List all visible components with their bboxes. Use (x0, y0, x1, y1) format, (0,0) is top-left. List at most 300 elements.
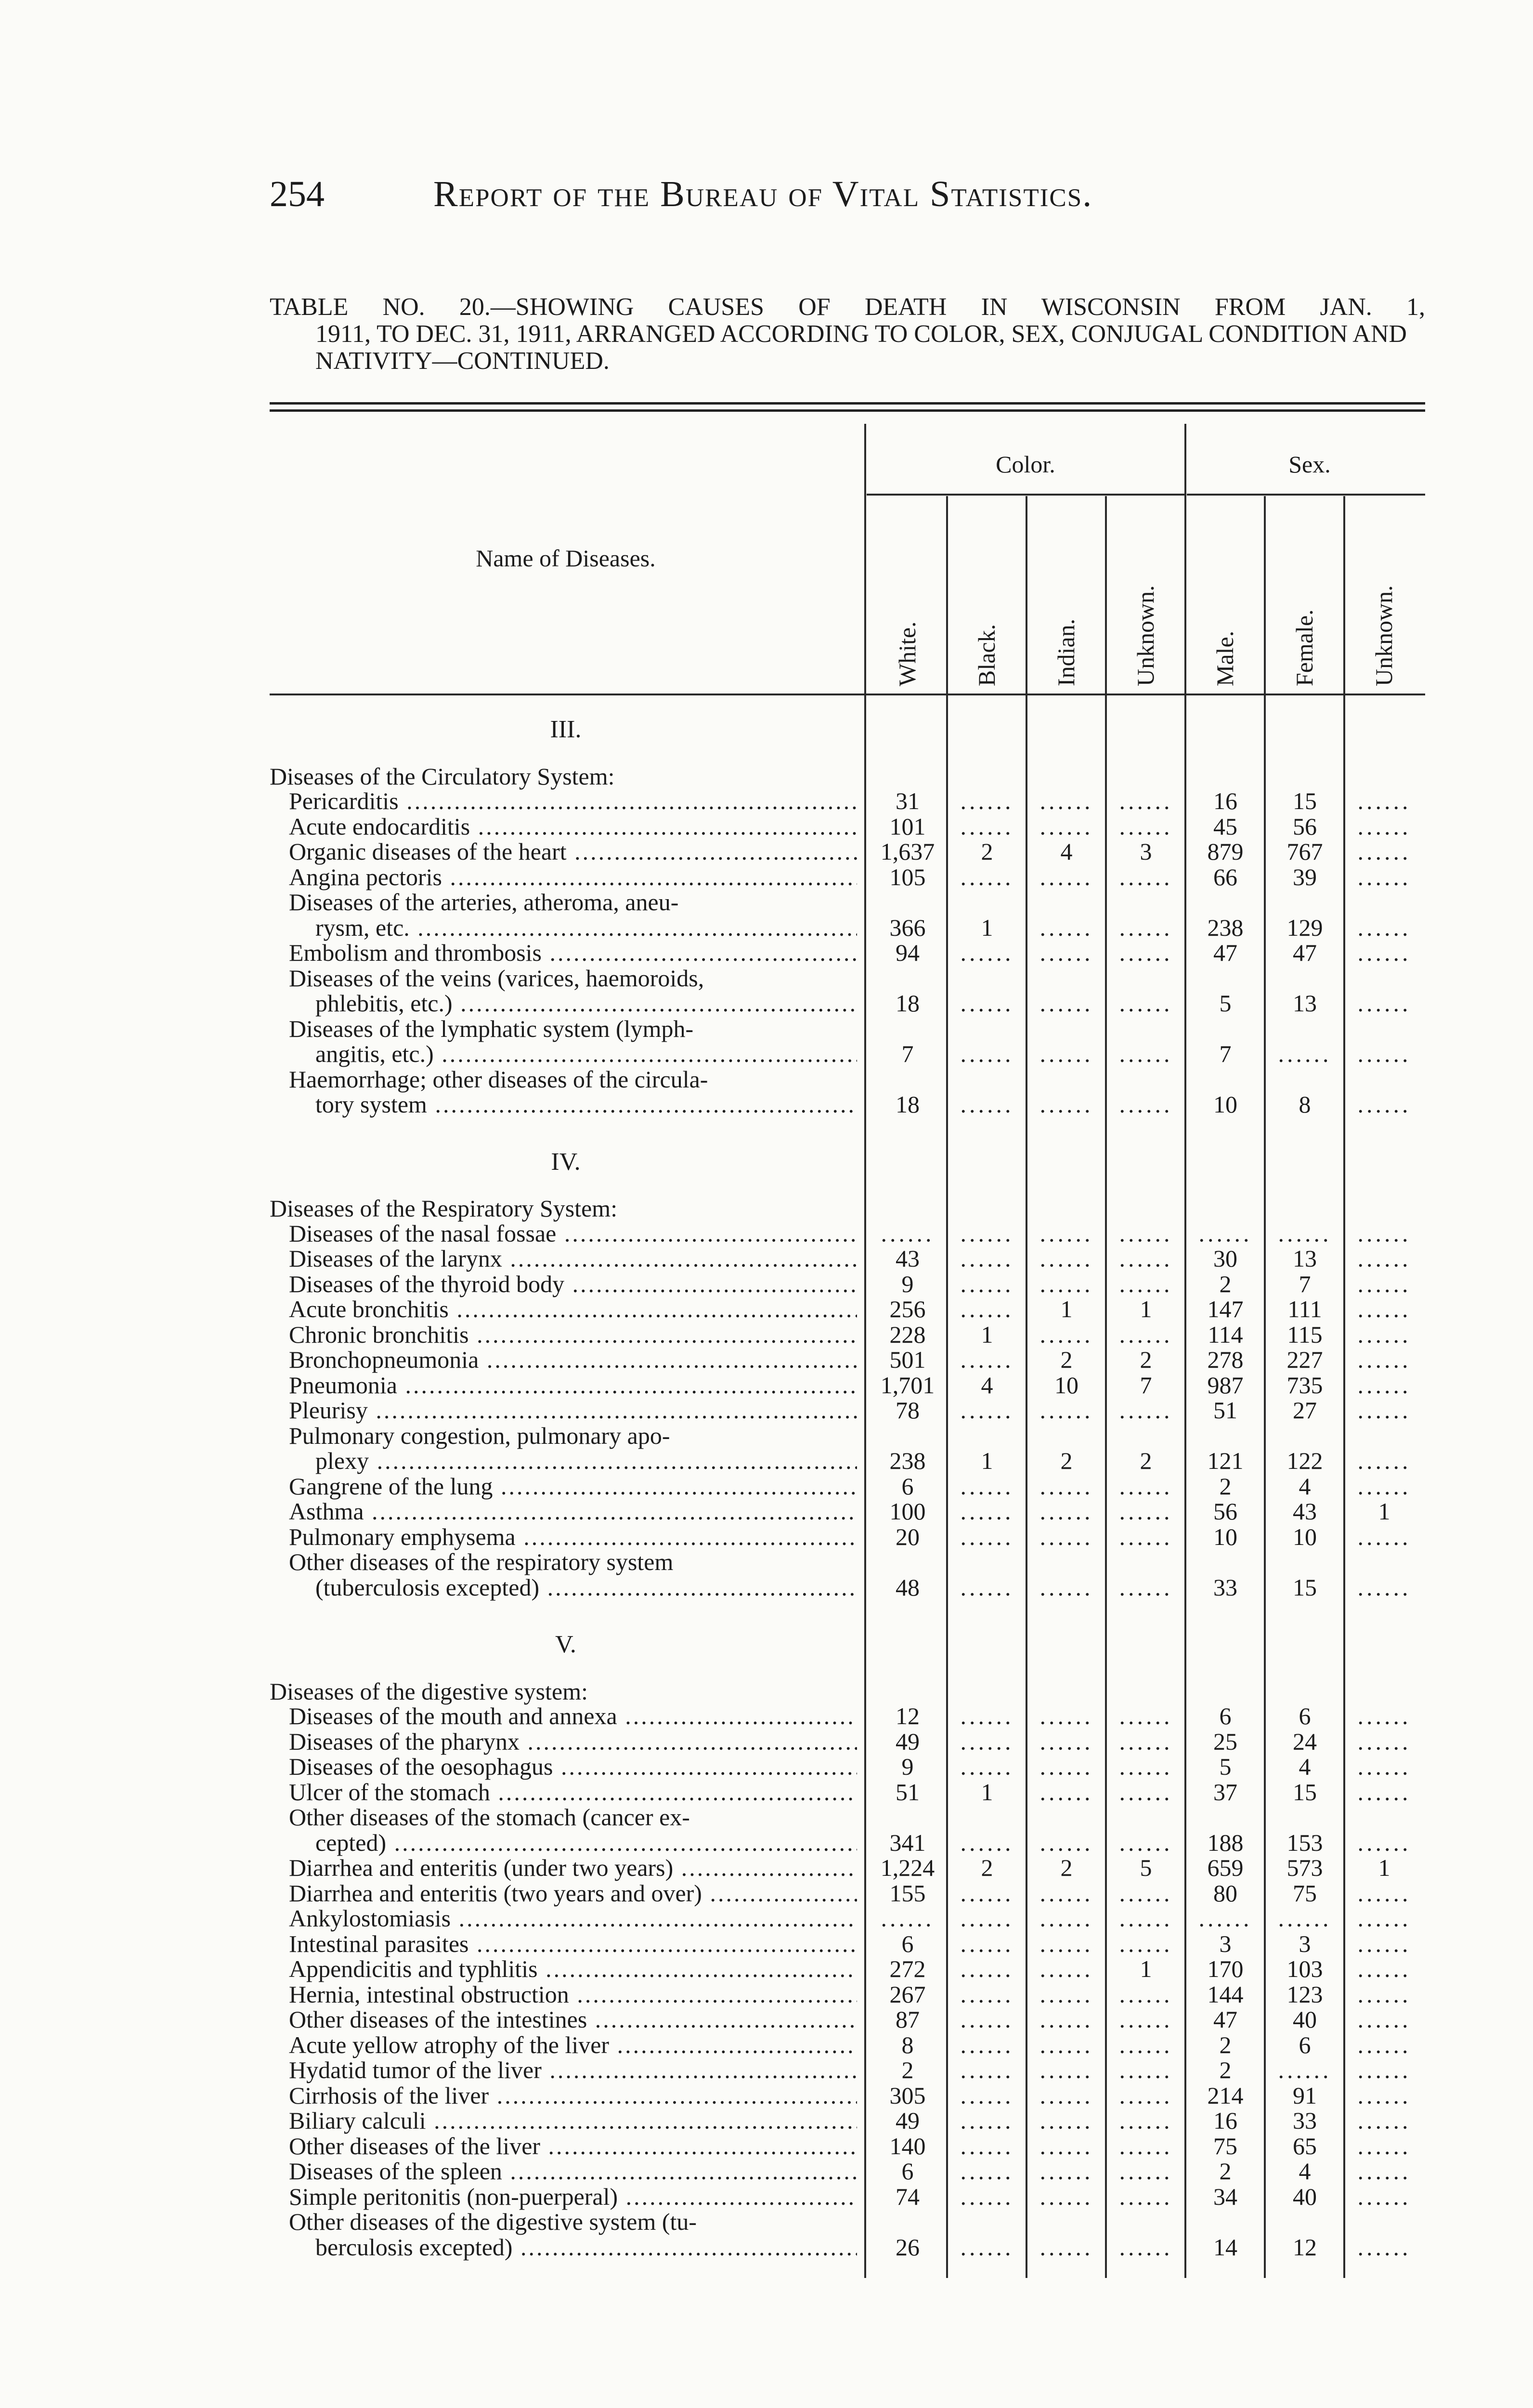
empty-cell: ...... (1039, 990, 1093, 1017)
value-cell: 987 (1207, 1371, 1244, 1399)
empty-cell: ...... (1357, 812, 1411, 840)
value-cell: 16 (1213, 2107, 1237, 2134)
value-cell: 170 (1207, 1955, 1244, 1982)
table-row (270, 2183, 1425, 2210)
empty-cell: ...... (1119, 2006, 1173, 2033)
value-cell: 15 (1293, 787, 1317, 814)
table-row (270, 1270, 1425, 1297)
disease-name-diarrhea-and-enteritis-under-two-years: Diarrhea and enteritis (under two years) ..... (289, 1854, 857, 1881)
value-cell: 20 (896, 1523, 920, 1550)
value-cell: 1 (1060, 1296, 1073, 1322)
value-cell: 111 (1287, 1296, 1322, 1322)
table-row (270, 2234, 1425, 2261)
top-rule-1 (270, 402, 1425, 405)
disease-name-asthma: Asthma ..... (289, 1498, 857, 1525)
value-cell: 14 (1213, 2233, 1237, 2261)
empty-cell: ...... (1357, 2132, 1411, 2159)
value-cell: 256 (889, 1296, 926, 1322)
value-cell: 43 (1293, 1498, 1317, 1525)
disease-name-pleurisy: Pleurisy ..... (289, 1397, 857, 1424)
empty-cell: ...... (1357, 2183, 1411, 2210)
table-row (270, 1220, 1425, 1247)
empty-cell: ...... (1357, 2031, 1411, 2058)
value-cell: 114 (1208, 1321, 1243, 1348)
empty-cell: ...... (960, 1498, 1014, 1525)
value-cell: 2 (1060, 1346, 1073, 1373)
table-row (270, 1397, 1425, 1424)
value-cell: 2 (1060, 1854, 1073, 1881)
section-numeral: V. (555, 1631, 576, 1658)
disease-name-appendicitis-and-typhlitis: Appendicitis and typhlitis ..... (289, 1955, 857, 1982)
disease-name-diseases-of-the-lymphatic-system-lymph: Diseases of the lymphatic system (lymph- (289, 1015, 694, 1042)
disease-name-diseases-of-the-arteries-atheroma-aneu: Diseases of the arteries, atheroma, aneu- (289, 889, 679, 916)
disease-name-other-diseases-of-the-stomach-cancer-ex: Other diseases of the stomach (cancer ex- (289, 1804, 690, 1831)
empty-cell: ...... (1357, 1523, 1411, 1550)
table-row (270, 2056, 1425, 2083)
empty-cell: ...... (1039, 2233, 1093, 2261)
caption-continuation: 1911, TO DEC. 31, 1911, ARRANGED ACCORDING TO COLOR, SEX, CONJUGAL CONDITION AND NATIVITY—CONTINUED. (315, 320, 1407, 375)
empty-cell: ...... (1357, 1472, 1411, 1500)
disease-name-pericarditis: Pericarditis ..... (289, 787, 857, 814)
empty-cell: ...... (1119, 1219, 1173, 1247)
table-row (270, 864, 1425, 890)
value-cell: 78 (896, 1397, 920, 1424)
disease-name-angina-pectoris: Angina pectoris ..... (289, 864, 857, 890)
value-cell: 123 (1286, 1980, 1323, 2008)
value-cell: 121 (1207, 1447, 1244, 1474)
empty-cell: ...... (960, 1753, 1014, 1780)
empty-cell: ...... (960, 1702, 1014, 1729)
value-cell: 2 (1219, 1270, 1232, 1297)
empty-cell: ...... (1357, 1930, 1411, 1957)
disease-name-other-diseases-of-the-intestines: Other diseases of the intestines ..... (289, 2006, 857, 2033)
value-cell: 238 (889, 1447, 926, 1474)
column-divider (1026, 496, 1027, 2278)
table-row (270, 2082, 1425, 2109)
color-group-header: Color. (996, 451, 1055, 478)
empty-cell: ...... (1119, 787, 1173, 814)
value-cell: 267 (889, 1980, 926, 2008)
value-cell: 5 (1219, 990, 1232, 1017)
value-cell: 103 (1286, 1955, 1323, 1982)
value-cell: 366 (889, 914, 926, 941)
empty-cell: ...... (960, 2031, 1014, 2058)
disease-name-diseases-of-the-veins-varices-haemoroids: phlebitis, etc.) ..... (315, 990, 857, 1017)
value-cell: 214 (1207, 2081, 1244, 2109)
empty-cell: ...... (1278, 2056, 1332, 2083)
table-row (270, 1804, 1425, 1831)
empty-cell: ...... (1039, 1879, 1093, 1907)
value-cell: 105 (889, 863, 926, 890)
value-cell: 6 (901, 1930, 914, 1957)
empty-cell: ...... (1119, 990, 1173, 1017)
value-cell: 1 (981, 914, 993, 941)
empty-cell: ...... (1119, 1040, 1173, 1067)
empty-cell: ...... (1119, 1321, 1173, 1348)
empty-cell: ...... (881, 1905, 935, 1932)
table-row (270, 1548, 1425, 1575)
value-cell: 1 (981, 1778, 993, 1806)
disease-name-acute-bronchitis: Acute bronchitis ..... (289, 1296, 857, 1322)
empty-cell: ...... (1119, 1702, 1173, 1729)
empty-cell: ...... (1357, 1219, 1411, 1247)
disease-name-hydatid-tumor-of-the-liver: Hydatid tumor of the liver ..... (289, 2056, 857, 2083)
empty-cell: ...... (1357, 1980, 1411, 2008)
table-row (270, 1523, 1425, 1550)
empty-cell: ...... (960, 1523, 1014, 1550)
value-cell: 25 (1213, 1727, 1237, 1755)
empty-cell: ...... (960, 1245, 1014, 1272)
empty-cell: ...... (1039, 2006, 1093, 2033)
section-numeral: IV. (551, 1148, 581, 1176)
empty-cell: ...... (1039, 2107, 1093, 2134)
empty-cell: ...... (1039, 1930, 1093, 1957)
empty-cell: ...... (1039, 1219, 1093, 1247)
section-numeral: III. (550, 716, 582, 743)
value-cell: 1 (981, 1321, 993, 1348)
value-cell: 2 (1219, 2031, 1232, 2058)
section-title: Diseases of the digestive system: (270, 1677, 588, 1705)
empty-cell: ...... (960, 1091, 1014, 1118)
disease-name-ankylostomiasis: Ankylostomiasis ..... (289, 1905, 857, 1932)
empty-cell: ...... (1357, 787, 1411, 814)
value-cell: 16 (1213, 787, 1237, 814)
disease-name-pulmonary-emphysema: Pulmonary emphysema ..... (289, 1523, 857, 1550)
sex-group-header: Sex. (1288, 451, 1331, 478)
value-cell: 45 (1213, 812, 1237, 840)
empty-cell: ...... (960, 1040, 1014, 1067)
value-cell: 13 (1293, 1245, 1317, 1272)
value-cell: 129 (1286, 914, 1323, 941)
value-cell: 228 (889, 1321, 926, 1348)
value-cell: 3 (1299, 1930, 1311, 1957)
value-cell: 65 (1293, 2132, 1317, 2159)
value-cell: 3 (1219, 1930, 1232, 1957)
empty-cell: ...... (960, 1879, 1014, 1907)
empty-cell: ...... (1278, 1219, 1332, 1247)
table-row (270, 1880, 1425, 1907)
empty-cell: ...... (1357, 838, 1411, 865)
empty-cell: ...... (1039, 1040, 1093, 1067)
table-row (270, 1473, 1425, 1500)
disease-name-other-diseases-of-the-respiratory-system: Other diseases of the respiratory system (289, 1548, 674, 1575)
disease-name-chronic-bronchitis: Chronic bronchitis ..... (289, 1321, 857, 1348)
value-cell: 5 (1219, 1753, 1232, 1780)
value-cell: 6 (1219, 1702, 1232, 1729)
disease-name-pulmonary-congestion-pulmonary-apo: Pulmonary congestion, pulmonary apo- (289, 1422, 670, 1449)
table-row (270, 939, 1425, 966)
value-cell: 1,701 (880, 1371, 935, 1399)
empty-cell: ...... (960, 1905, 1014, 1932)
table-row (270, 1296, 1425, 1322)
value-cell: 26 (896, 2233, 920, 2261)
table-row (270, 1728, 1425, 1755)
value-cell: 6 (901, 1472, 914, 1500)
empty-cell: ...... (1357, 2107, 1411, 2134)
empty-cell: ...... (1119, 1245, 1173, 1272)
value-cell: 2 (1219, 2158, 1232, 2185)
empty-cell: ...... (1357, 1397, 1411, 1424)
empty-cell: ...... (1039, 1980, 1093, 2008)
empty-cell: ...... (960, 1346, 1014, 1373)
value-cell: 155 (889, 1879, 926, 1907)
empty-cell: ...... (1119, 2031, 1173, 2058)
header-bottom-rule (270, 694, 1425, 695)
empty-cell: ...... (1357, 2158, 1411, 2185)
empty-cell: ...... (1357, 1727, 1411, 1755)
value-cell: 1 (1378, 1854, 1390, 1881)
empty-cell: ...... (1039, 1753, 1093, 1780)
value-cell: 6 (901, 2158, 914, 2185)
value-cell: 1,637 (880, 838, 935, 865)
table-row (270, 1829, 1425, 1856)
caption-line-1: TABLE NO. 20.—SHOWING CAUSES OF DEATH IN WISCONSIN FROM JAN. 1, (270, 293, 1425, 321)
empty-cell: ...... (1039, 812, 1093, 840)
value-cell: 18 (896, 1091, 920, 1118)
empty-cell: ...... (1039, 2132, 1093, 2159)
table-row (270, 1905, 1425, 1932)
disease-name-embolism-and-thrombosis: Embolism and thrombosis ..... (289, 939, 857, 966)
empty-cell: ...... (1119, 1905, 1173, 1932)
empty-cell: ...... (1119, 1778, 1173, 1806)
value-cell: 40 (1293, 2183, 1317, 2210)
empty-cell: ...... (1119, 914, 1173, 941)
page-number: 254 (270, 174, 325, 214)
empty-cell: ...... (960, 1980, 1014, 2008)
disease-name-other-diseases-of-the-stomach-cancer-ex: cepted) ..... (315, 1829, 857, 1856)
empty-cell: ...... (960, 863, 1014, 890)
empty-cell: ...... (1357, 1371, 1411, 1399)
disease-name-diseases-of-the-nasal-fossae: Diseases of the nasal fossae ..... (289, 1220, 857, 1247)
empty-cell: ...... (1039, 2081, 1093, 2109)
value-cell: 101 (889, 812, 926, 840)
value-cell: 8 (1299, 1091, 1311, 1118)
empty-cell: ...... (1119, 2233, 1173, 2261)
table-row (270, 1372, 1425, 1399)
empty-cell: ...... (960, 2056, 1014, 2083)
empty-cell: ...... (1039, 1829, 1093, 1856)
value-cell: 51 (896, 1778, 920, 1806)
value-cell: 12 (896, 1702, 920, 1729)
empty-cell: ...... (1039, 2158, 1093, 2185)
column-divider (1264, 496, 1266, 2278)
empty-cell: ...... (1278, 1905, 1332, 1932)
column-header: Male. (1211, 630, 1238, 686)
disease-name-diseases-of-the-arteries-atheroma-aneu: rysm, etc. ..... (315, 914, 857, 941)
empty-cell: ...... (960, 1472, 1014, 1500)
value-cell: 188 (1207, 1829, 1244, 1856)
value-cell: 10 (1054, 1371, 1078, 1399)
value-cell: 47 (1293, 939, 1317, 966)
empty-cell: ...... (960, 812, 1014, 840)
empty-cell: ...... (1357, 1778, 1411, 1806)
color-header-underline (867, 494, 1184, 496)
empty-cell: ...... (1357, 1296, 1411, 1322)
sex-header-underline (1187, 494, 1425, 496)
column-divider (1105, 496, 1107, 2278)
empty-cell: ...... (960, 2158, 1014, 2185)
disease-name-other-diseases-of-the-respiratory-system: (tuberculosis excepted) ..... (315, 1574, 857, 1601)
disease-name-diseases-of-the-lymphatic-system-lymph: angitis, etc.) ..... (315, 1040, 857, 1067)
value-cell: 4 (1299, 1753, 1311, 1780)
empty-cell: ...... (1039, 863, 1093, 890)
value-cell: 56 (1293, 812, 1317, 840)
empty-cell: ...... (1357, 1955, 1411, 1982)
value-cell: 1 (1140, 1296, 1152, 1322)
empty-cell: ...... (881, 1219, 935, 1247)
value-cell: 1 (981, 1447, 993, 1474)
table-row (270, 1930, 1425, 1957)
section-title: Diseases of the Respiratory System: (270, 1195, 618, 1222)
table-row (270, 1015, 1425, 1042)
value-cell: 4 (1299, 1472, 1311, 1500)
value-cell: 87 (896, 2006, 920, 2033)
value-cell: 144 (1207, 1980, 1244, 2008)
empty-cell: ...... (960, 2107, 1014, 2134)
value-cell: 94 (896, 939, 920, 966)
empty-cell: ...... (960, 990, 1014, 1017)
empty-cell: ...... (1357, 1321, 1411, 1348)
value-cell: 74 (896, 2183, 920, 2210)
value-cell: 501 (889, 1346, 926, 1373)
value-cell: 9 (901, 1270, 914, 1297)
value-cell: 13 (1293, 990, 1317, 1017)
empty-cell: ...... (1198, 1219, 1252, 1247)
value-cell: 7 (1299, 1270, 1311, 1297)
empty-cell: ...... (960, 1930, 1014, 1957)
disease-name-gangrene-of-the-lung: Gangrene of the lung ..... (289, 1473, 857, 1500)
value-cell: 1 (1140, 1955, 1152, 1982)
table-row (270, 813, 1425, 840)
value-cell: 39 (1293, 863, 1317, 890)
column-divider (1343, 496, 1345, 2278)
disease-name-acute-endocarditis: Acute endocarditis ..... (289, 813, 857, 840)
empty-cell: ...... (1357, 1879, 1411, 1907)
value-cell: 122 (1286, 1447, 1323, 1474)
table-row (270, 1066, 1425, 1093)
value-cell: 7 (1219, 1040, 1232, 1067)
empty-cell: ...... (1357, 863, 1411, 890)
empty-cell: ...... (1119, 812, 1173, 840)
value-cell: 48 (896, 1573, 920, 1601)
empty-cell: ...... (1357, 2233, 1411, 2261)
disease-name-acute-yellow-atrophy-of-the-liver: Acute yellow atrophy of the liver ..... (289, 2031, 857, 2058)
running-title: Report of the Bureau of Vital Statistics. (433, 174, 1093, 214)
value-cell: 238 (1207, 914, 1244, 941)
table-row (270, 1574, 1425, 1601)
empty-cell: ...... (1039, 1397, 1093, 1424)
empty-cell: ...... (1039, 1270, 1093, 1297)
value-cell: 80 (1213, 1879, 1237, 1907)
value-cell: 37 (1213, 1778, 1237, 1806)
table-row (270, 1422, 1425, 1449)
value-cell: 40 (1293, 2006, 1317, 2033)
value-cell: 47 (1213, 939, 1237, 966)
table-row (270, 2133, 1425, 2159)
empty-cell: ...... (1357, 2006, 1411, 2033)
empty-cell: ...... (1357, 1829, 1411, 1856)
value-cell: 8 (901, 2031, 914, 2058)
empty-cell: ...... (1119, 939, 1173, 966)
empty-cell: ...... (1039, 1523, 1093, 1550)
value-cell: 30 (1213, 1245, 1237, 1272)
divider-name-color (864, 424, 866, 2278)
column-header: Black. (973, 624, 1000, 686)
value-cell: 735 (1286, 1371, 1323, 1399)
empty-cell: ...... (960, 2006, 1014, 2033)
table-row (270, 2158, 1425, 2185)
value-cell: 24 (1293, 1727, 1317, 1755)
empty-cell: ...... (960, 2132, 1014, 2159)
empty-cell: ...... (1119, 1930, 1173, 1957)
value-cell: 10 (1293, 1523, 1317, 1550)
column-header: White. (894, 621, 921, 686)
empty-cell: ...... (1357, 2056, 1411, 2083)
value-cell: 3 (1140, 838, 1152, 865)
empty-cell: ...... (1357, 1040, 1411, 1067)
value-cell: 278 (1207, 1346, 1244, 1373)
table-row (270, 965, 1425, 992)
value-cell: 2 (1060, 1447, 1073, 1474)
value-cell: 153 (1286, 1829, 1323, 1856)
column-header: Unknown. (1132, 585, 1159, 686)
empty-cell: ...... (1119, 1397, 1173, 1424)
causes-of-death-table (270, 424, 1425, 2278)
empty-cell: ...... (1039, 1955, 1093, 1982)
disease-name-diseases-of-the-larynx: Diseases of the larynx ..... (289, 1245, 857, 1272)
table-row (270, 1702, 1425, 1729)
disease-name-diseases-of-the-mouth-and-annexa: Diseases of the mouth and annexa ..... (289, 1702, 857, 1729)
table-row (270, 1346, 1425, 1373)
empty-cell: ...... (1119, 1573, 1173, 1601)
value-cell: 115 (1287, 1321, 1323, 1348)
empty-cell: ...... (1119, 1472, 1173, 1500)
disease-name-diseases-of-the-thyroid-body: Diseases of the thyroid body ..... (289, 1270, 857, 1297)
value-cell: 56 (1213, 1498, 1237, 1525)
value-cell: 47 (1213, 2006, 1237, 2033)
empty-cell: ...... (1119, 1980, 1173, 2008)
value-cell: 4 (1060, 838, 1073, 865)
empty-cell: ...... (1119, 863, 1173, 890)
value-cell: 272 (889, 1955, 926, 1982)
value-cell: 659 (1207, 1854, 1244, 1881)
value-cell: 66 (1213, 863, 1237, 890)
value-cell: 2 (901, 2056, 914, 2083)
empty-cell: ...... (1039, 1245, 1093, 1272)
value-cell: 2 (1140, 1346, 1152, 1373)
empty-cell: ...... (1278, 1040, 1332, 1067)
empty-cell: ...... (1039, 2183, 1093, 2210)
disease-name-diarrhea-and-enteritis-two-years-and-over: Diarrhea and enteritis (two years and over) ..... (289, 1880, 857, 1907)
empty-cell: ...... (1119, 2158, 1173, 2185)
column-header: Indian. (1052, 618, 1079, 686)
value-cell: 4 (981, 1371, 993, 1399)
value-cell: 33 (1213, 1573, 1237, 1601)
column-header: Female. (1291, 609, 1318, 686)
table-row (270, 1498, 1425, 1525)
value-cell: 1,224 (880, 1854, 935, 1881)
empty-cell: ...... (1357, 939, 1411, 966)
empty-cell: ...... (1357, 2081, 1411, 2109)
empty-cell: ...... (1119, 2132, 1173, 2159)
table-row (270, 1955, 1425, 1982)
value-cell: 2 (1140, 1447, 1152, 1474)
value-cell: 2 (1219, 2056, 1232, 2083)
table-row (270, 1753, 1425, 1780)
value-cell: 6 (1299, 1702, 1311, 1729)
empty-cell: ...... (1357, 914, 1411, 941)
value-cell: 147 (1207, 1296, 1244, 1322)
